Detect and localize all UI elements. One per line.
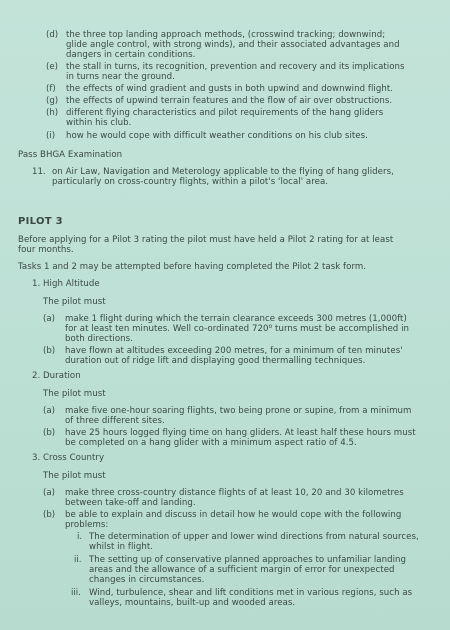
pilot-must-label: The pilot must [43,389,106,399]
item-marker: (a) [43,406,55,416]
item-line: how he would cope with difficult weather conditions on his club sites. [66,131,368,141]
item-line: dangers in certain conditions. [66,50,196,60]
item-marker: (f) [46,84,56,94]
item-line: within his club. [66,118,132,128]
section-heading: PILOT 3 [18,216,63,227]
item-line: the effects of upwind terrain features and the flow of air over obstructions. [66,96,393,106]
task-number: 2. [32,371,41,381]
item-line: of three different sites. [65,416,165,426]
subitem-marker: i. [77,532,83,542]
intro-line: four months. [18,245,74,255]
item-line: have flown at altitudes exceeding 200 metres, for a minimum of ten minutes' [65,346,403,356]
subitem-marker: ii. [74,555,82,565]
item-line: have 25 hours logged flying time on hang gliders. At least half these hours must [65,428,416,438]
item-line: duration out of ridge lift and displaying good thermalling techniques. [65,356,366,366]
subitem-marker: iii. [71,588,81,598]
item-line: between take-off and landing. [65,498,196,508]
exam-heading: Pass BHGA Examination [18,150,123,160]
subitem-line: valleys, mountains, built-up and wooded areas. [89,598,296,608]
item-marker: (b) [43,510,56,520]
pilot-must-label: The pilot must [43,471,106,481]
item-line: in turns near the ground. [66,72,175,82]
tasks-note: Tasks 1 and 2 may be attempted before having completed the Pilot 2 task form. [18,262,367,272]
item-line: the stall in turns, its recognition, prevention and recovery and its implications [66,62,405,72]
item-marker: (d) [46,30,59,40]
task-title: Cross Country [43,453,105,463]
subitem-line: The setting up of conservative planned approaches to unfamiliar landing [89,555,407,565]
task-title: Duration [43,371,81,381]
item-line: make three cross-country distance flights of at least 10, 20 and 30 kilometres [65,488,404,498]
item-line: the three top landing approach methods, (crosswind tracking; downwind; [66,30,386,40]
intro-line: Before applying for a Pilot 3 rating the pilot must have held a Pilot 2 rating for at least [18,235,394,245]
item-line: different flying characteristics and pilot requirements of the hang gliders [66,108,384,118]
item-line: problems: [65,520,109,530]
task-title: High Altitude [43,279,100,289]
subitem-line: Wind, turbulence, shear and lift conditions met in various regions, such as [89,588,413,598]
item-marker: (b) [43,346,56,356]
item-marker: (b) [43,428,56,438]
item-line: be completed on a hang glider with a minimum aspect ratio of 4.5. [65,438,357,448]
subitem-line: changes in circumstances. [89,575,205,585]
item-line: make 1 flight during which the terrain clearance exceeds 300 metres (1,000ft) [65,314,407,324]
item-marker: (a) [43,488,55,498]
task-number: 3. [32,453,41,463]
item-line: on Air Law, Navigation and Meterology applicable to the flying of hang gliders, [52,167,394,177]
item-line: the effects of wind gradient and gusts in both upwind and downwind flight. [66,84,394,94]
task-number: 1. [32,279,41,289]
subitem-line: whilst in flight. [89,542,154,552]
item-marker: (g) [46,96,59,106]
item-marker: (e) [46,62,58,72]
item-line: glide angle control, with strong winds), and their associated advantages and [66,40,400,50]
item-line: both directions. [65,334,133,344]
item-marker: 11. [32,167,46,177]
item-marker: (h) [46,108,59,118]
item-marker: (a) [43,314,55,324]
subitem-line: The determination of upper and lower wind directions from natural sources, [89,532,419,542]
item-line: for at least ten minutes. Well co-ordinated 720$^o$ turns must be accomplished in [65,323,410,334]
pilot-must-label: The pilot must [43,297,106,307]
item-line: particularly on cross-country flights, within a pilot's 'local' area. [52,177,329,187]
subitem-line: areas and the allowance of a sufficient margin of error for unexpected [89,565,395,575]
item-marker: (i) [46,131,56,141]
item-line: make five one-hour soaring flights, two being prone or supine, from a minimum [65,406,412,416]
item-line: be able to explain and discuss in detail how he would cope with the following [65,510,402,520]
